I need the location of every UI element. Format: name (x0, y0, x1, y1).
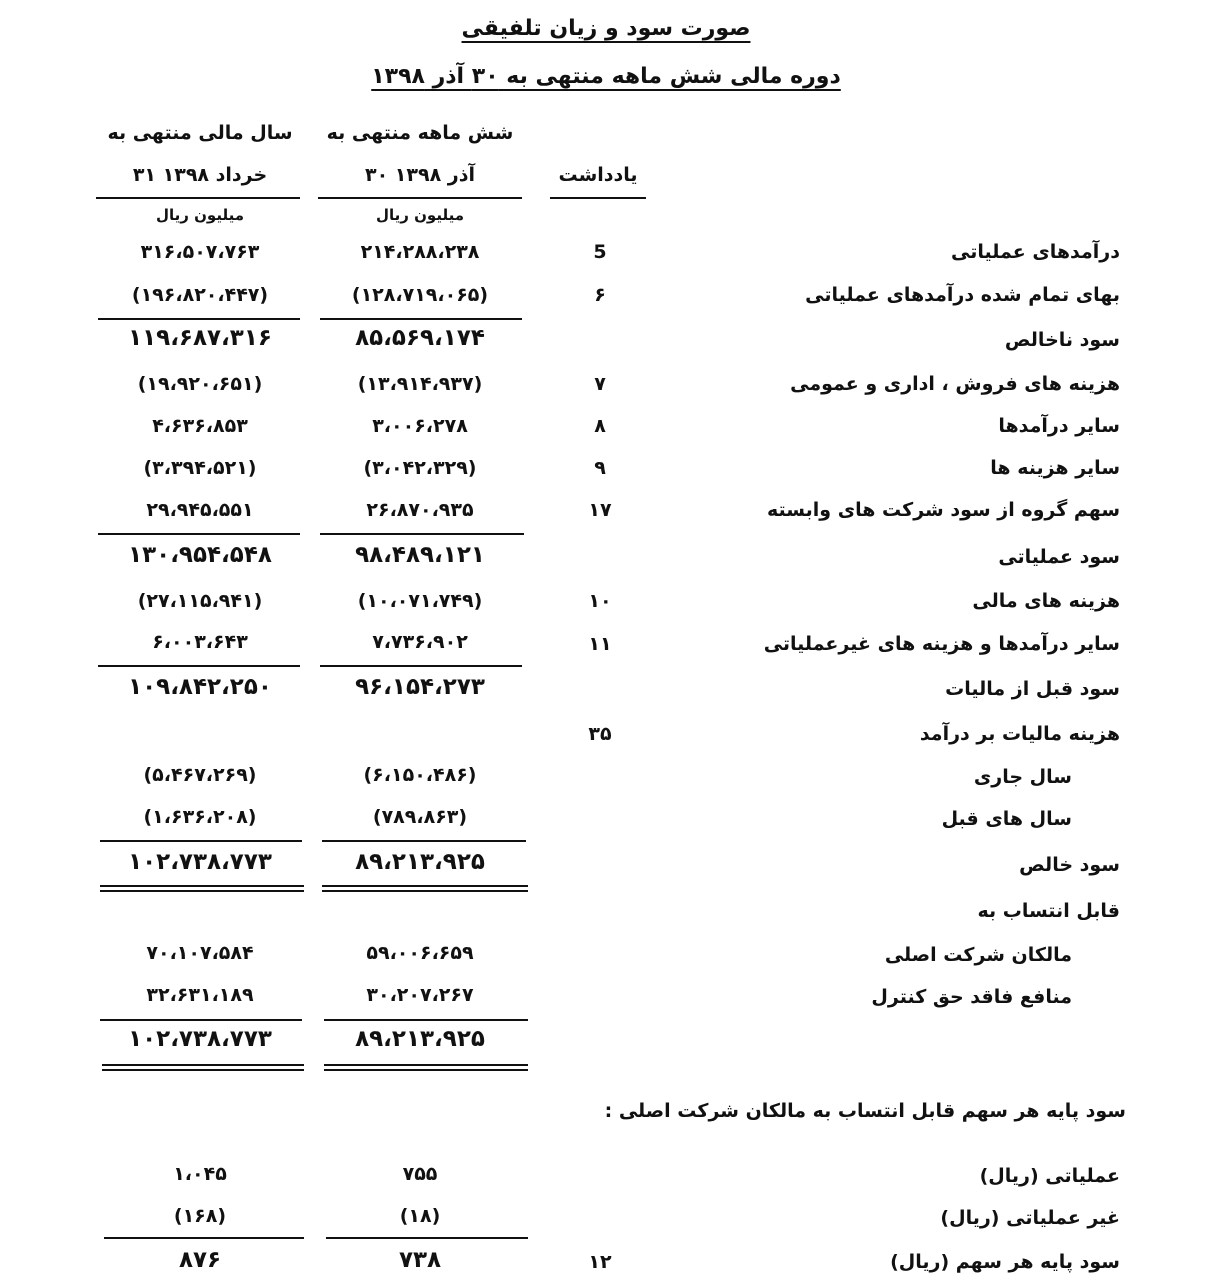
row-label: سایر درآمدها (998, 415, 1120, 437)
row-label: هزینه های مالی (972, 590, 1120, 612)
row-note: ۶ (594, 284, 606, 306)
row-note: ۳۵ (588, 723, 612, 745)
row-label: سهم گروه از سود شرکت های وابسته (767, 499, 1120, 521)
row-value-period: (۳،۰۴۲،۳۲۹) (363, 457, 477, 479)
col1-header-line2: ۳۰ آذر ۱۳۹۸ (364, 164, 476, 186)
row-note: 5 (593, 241, 607, 263)
row-value-period: ۸۹،۲۱۳،۹۲۵ (355, 1026, 485, 1052)
row-value-year: (۱۹،۹۲۰،۶۵۱) (137, 373, 263, 395)
row-value-year: ۱۳۰،۹۵۴،۵۴۸ (128, 542, 272, 568)
row-label: منافع فاقد حق کنترل (871, 986, 1072, 1008)
row-label: مالکان شرکت اصلی (884, 944, 1072, 966)
row-note: ۹ (594, 457, 606, 479)
row-value-period: (۷۸۹،۸۶۳) (372, 806, 468, 828)
row-label: سال جاری (973, 766, 1072, 788)
row-value-year: ۳۱۶،۵۰۷،۷۶۳ (140, 241, 260, 263)
row-value-period: (۱۳،۹۱۴،۹۳۷) (357, 373, 483, 395)
total-double-rule (100, 885, 304, 892)
eps-value-year: (۱۶۸) (173, 1205, 227, 1227)
row-value-year: ۷۰،۱۰۷،۵۸۴ (146, 942, 254, 964)
header-rule (550, 197, 646, 199)
subtotal-rule (322, 840, 526, 842)
row-value-period: ۵۹،۰۰۶،۶۵۹ (366, 942, 474, 964)
subtotal-rule (98, 318, 300, 320)
row-value-period: ۳۰،۲۰۷،۲۶۷ (366, 984, 474, 1006)
total-double-rule (324, 1064, 528, 1071)
row-value-period: ۸۵،۵۶۹،۱۷۴ (355, 325, 485, 351)
subtotal-rule (100, 840, 302, 842)
row-label: درآمدهای عملیاتی (951, 241, 1120, 263)
row-value-period: (۶،۱۵۰،۴۸۶) (363, 764, 477, 786)
eps-heading: سود پایه هر سهم قابل انتساب به مالکان شرکت اصلی : (604, 1100, 1126, 1122)
eps-row-note: ۱۲ (588, 1251, 612, 1273)
row-value-period: ۹۸،۴۸۹،۱۲۱ (355, 542, 485, 568)
row-label: سایر هزینه ها (990, 457, 1120, 479)
row-label: سایر درآمدها و هزینه های غیرعملیاتی (763, 633, 1120, 655)
row-value-year: (۱،۶۳۶،۲۰۸) (143, 806, 257, 828)
statement-title: صورت سود و زیان تلفیقی (461, 16, 751, 41)
row-value-period: ۳،۰۰۶،۲۷۸ (372, 415, 468, 437)
row-label: بهای تمام شده درآمدهای عملیاتی (805, 284, 1120, 306)
header-rule (96, 197, 300, 199)
eps-value-year: ۱،۰۴۵ (173, 1163, 227, 1185)
row-value-year: ۴،۶۳۶،۸۵۳ (152, 415, 248, 437)
subtotal-rule (100, 1019, 302, 1021)
row-value-period: (۱۲۸،۷۱۹،۰۶۵) (351, 284, 489, 306)
eps-row-label: غیر عملیاتی (ریال) (940, 1207, 1120, 1229)
row-value-period: ۸۹،۲۱۳،۹۲۵ (355, 849, 485, 875)
row-value-year: (۱۹۶،۸۲۰،۴۴۷) (131, 284, 269, 306)
subtotal-rule (320, 665, 522, 667)
row-value-year: (۲۷،۱۱۵،۹۴۱) (137, 590, 263, 612)
col2-header-line1: سال مالی منتهی به (107, 122, 293, 144)
row-label: هزینه های فروش ، اداری و عمومی (790, 373, 1120, 395)
row-value-period: ۲۶،۸۷۰،۹۳۵ (366, 499, 474, 521)
row-label: سود عملیاتی (998, 546, 1120, 568)
statement-period: دوره مالی شش ماهه منتهی به ۳۰ آذر ۱۳۹۸ (371, 64, 841, 89)
eps-value-period: ۷۵۵ (402, 1163, 438, 1185)
subtotal-rule (326, 1237, 528, 1239)
eps-value-period: ۷۳۸ (398, 1247, 442, 1273)
eps-value-year: ۸۷۶ (178, 1247, 222, 1273)
eps-value-period: (۱۸) (399, 1205, 441, 1227)
row-value-year: ۲۹،۹۴۵،۵۵۱ (146, 499, 254, 521)
row-value-period: ۷،۷۳۶،۹۰۲ (372, 631, 468, 653)
row-label: سود خالص (1019, 854, 1120, 876)
row-value-year: ۳۲،۶۳۱،۱۸۹ (146, 984, 254, 1006)
row-note: ۱۰ (588, 590, 612, 612)
row-value-year: (۵،۴۶۷،۲۶۹) (143, 764, 257, 786)
eps-row-label: عملیاتی (ریال) (979, 1165, 1120, 1187)
subtotal-rule (104, 1237, 304, 1239)
row-value-period: (۱۰،۰۷۱،۷۴۹) (357, 590, 483, 612)
row-value-year: ۱۱۹،۶۸۷،۳۱۶ (128, 325, 272, 351)
col2-unit: میلیون ریال (155, 206, 244, 224)
header-rule (318, 197, 522, 199)
row-note: ۱۷ (588, 499, 612, 521)
row-note: ۸ (594, 415, 606, 437)
row-label: قابل انتساب به (977, 900, 1120, 922)
row-value-year: (۳،۳۹۴،۵۲۱) (143, 457, 257, 479)
subtotal-rule (320, 533, 524, 535)
total-double-rule (102, 1064, 304, 1071)
row-value-period: ۹۶،۱۵۴،۲۷۳ (355, 674, 485, 700)
row-value-year: ۶،۰۰۳،۶۴۳ (152, 631, 248, 653)
col2-header-line2: ۳۱ خرداد ۱۳۹۸ (132, 164, 268, 186)
row-label: هزینه مالیات بر درآمد (919, 723, 1120, 745)
row-value-year: ۱۰۹،۸۴۲،۲۵۰ (128, 674, 272, 700)
row-label: سال های قبل (941, 808, 1072, 830)
row-value-period: ۲۱۴،۲۸۸،۲۳۸ (360, 241, 480, 263)
col1-header-line1: شش ماهه منتهی به (326, 122, 514, 144)
row-value-year: ۱۰۲،۷۳۸،۷۷۳ (128, 849, 272, 875)
subtotal-rule (98, 665, 300, 667)
subtotal-rule (320, 318, 522, 320)
subtotal-rule (324, 1019, 528, 1021)
note-header: یادداشت (558, 164, 638, 186)
row-value-year: ۱۰۲،۷۳۸،۷۷۳ (128, 1026, 272, 1052)
row-note: ۷ (594, 373, 606, 395)
subtotal-rule (98, 533, 300, 535)
eps-row-label: سود پایه هر سهم (ریال) (890, 1251, 1120, 1273)
row-label: سود ناخالص (1004, 329, 1120, 351)
col1-unit: میلیون ریال (375, 206, 464, 224)
row-note: ۱۱ (588, 633, 612, 655)
row-label: سود قبل از مالیات (945, 678, 1120, 700)
total-double-rule (322, 885, 528, 892)
